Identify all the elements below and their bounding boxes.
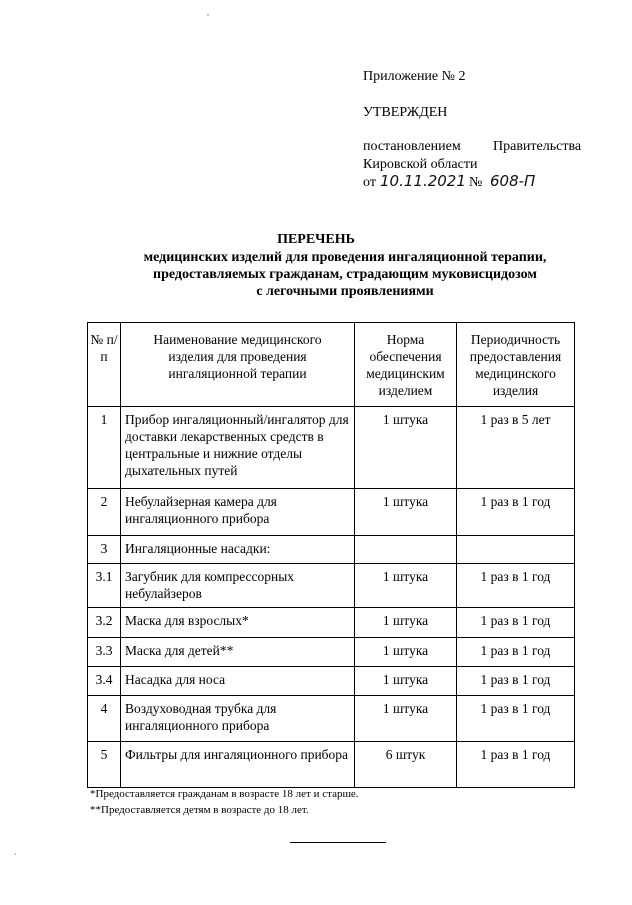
row-period	[457, 536, 575, 564]
table-row	[88, 564, 575, 608]
footnote-adults: *Предоставляется гражданам в возрасте 18 лет и старше.	[90, 788, 359, 800]
row-num: 3.3	[88, 638, 121, 667]
row-quantity	[355, 536, 457, 564]
row-name: Ингаляционные насадки:	[121, 536, 355, 564]
row-name: Воздуховодная трубка для ингаляционного прибора	[121, 696, 355, 742]
row-name: Небулайзерная камера для ингаляционного прибора	[121, 489, 355, 536]
header-num: № п/п	[88, 323, 121, 407]
row-num: 1	[88, 407, 121, 489]
title-line-2: предоставляемых гражданам, страдающим муковисцидозом	[153, 267, 537, 282]
row-quantity: 1 штука	[355, 564, 457, 608]
region-label: Кировской области	[363, 157, 478, 172]
row-name: Фильтры для ингаляционного прибора	[121, 742, 355, 788]
row-name: Маска для взрослых*	[121, 608, 355, 638]
date-prefix: от	[363, 175, 376, 190]
title-line-1: медицинских изделий для проведения ингаляционной терапии,	[143, 250, 547, 265]
row-name: Маска для детей**	[121, 638, 355, 667]
row-period: 1 раз в 1 год	[457, 742, 575, 788]
row-quantity: 1 штука	[355, 667, 457, 696]
scan-speck	[14, 853, 16, 855]
title-line-3: с легочными проявлениями	[256, 284, 434, 299]
row-num: 5	[88, 742, 121, 788]
row-period: 1 раз в 5 лет	[457, 407, 575, 489]
footnote-children: **Предоставляется детям в возрасте до 18 лет.	[90, 804, 309, 816]
row-num: 3.1	[88, 564, 121, 608]
row-num: 3.4	[88, 667, 121, 696]
medical-devices-table	[87, 322, 575, 788]
row-quantity: 1 штука	[355, 696, 457, 742]
row-period: 1 раз в 1 год	[457, 667, 575, 696]
row-period: 1 раз в 1 год	[457, 696, 575, 742]
decree-word: постановлением	[363, 139, 461, 154]
table-row	[88, 667, 575, 696]
handwritten-number: 608-П	[490, 172, 536, 190]
row-quantity: 1 штука	[355, 638, 457, 667]
row-quantity: 1 штука	[355, 489, 457, 536]
row-quantity: 6 штук	[355, 742, 457, 788]
table-row	[88, 407, 575, 489]
row-num: 2	[88, 489, 121, 536]
handwritten-date: 10.11.2021	[380, 172, 466, 190]
row-period: 1 раз в 1 год	[457, 608, 575, 638]
row-num: 3.2	[88, 608, 121, 638]
header-name: Наименование медицинского изделия для проведения ингаляционной терапии	[121, 323, 355, 407]
table-row	[88, 696, 575, 742]
appendix-label: Приложение № 2	[363, 69, 466, 84]
decree-org: Правительства	[493, 139, 582, 154]
row-num: 4	[88, 696, 121, 742]
row-name: Насадка для носа	[121, 667, 355, 696]
closing-rule	[290, 842, 386, 843]
row-num: 3	[88, 536, 121, 564]
table-row	[88, 742, 575, 788]
table-row	[88, 608, 575, 638]
row-quantity: 1 штука	[355, 608, 457, 638]
table-row	[88, 536, 575, 564]
row-period: 1 раз в 1 год	[457, 638, 575, 667]
header-period: Периодичность предоставления медицинского изделия	[457, 323, 575, 407]
row-name: Загубник для компрессорных небулайзеров	[121, 564, 355, 608]
number-prefix: №	[469, 175, 483, 190]
table-row	[88, 638, 575, 667]
header-quantity: Норма обеспечения медицинским изделием	[355, 323, 457, 407]
document-title: ПЕРЕЧЕНЬ	[277, 232, 355, 247]
row-name: Прибор ингаляционный/ингалятор для доставки лекарственных средств в центральные и нижние отделы дыхательных путей	[121, 407, 355, 489]
row-period: 1 раз в 1 год	[457, 564, 575, 608]
table-row	[88, 489, 575, 536]
row-quantity: 1 штука	[355, 407, 457, 489]
row-period: 1 раз в 1 год	[457, 489, 575, 536]
approved-label: УТВЕРЖДЕН	[363, 105, 448, 120]
scan-speck	[207, 14, 209, 16]
table-header-row	[88, 323, 575, 407]
